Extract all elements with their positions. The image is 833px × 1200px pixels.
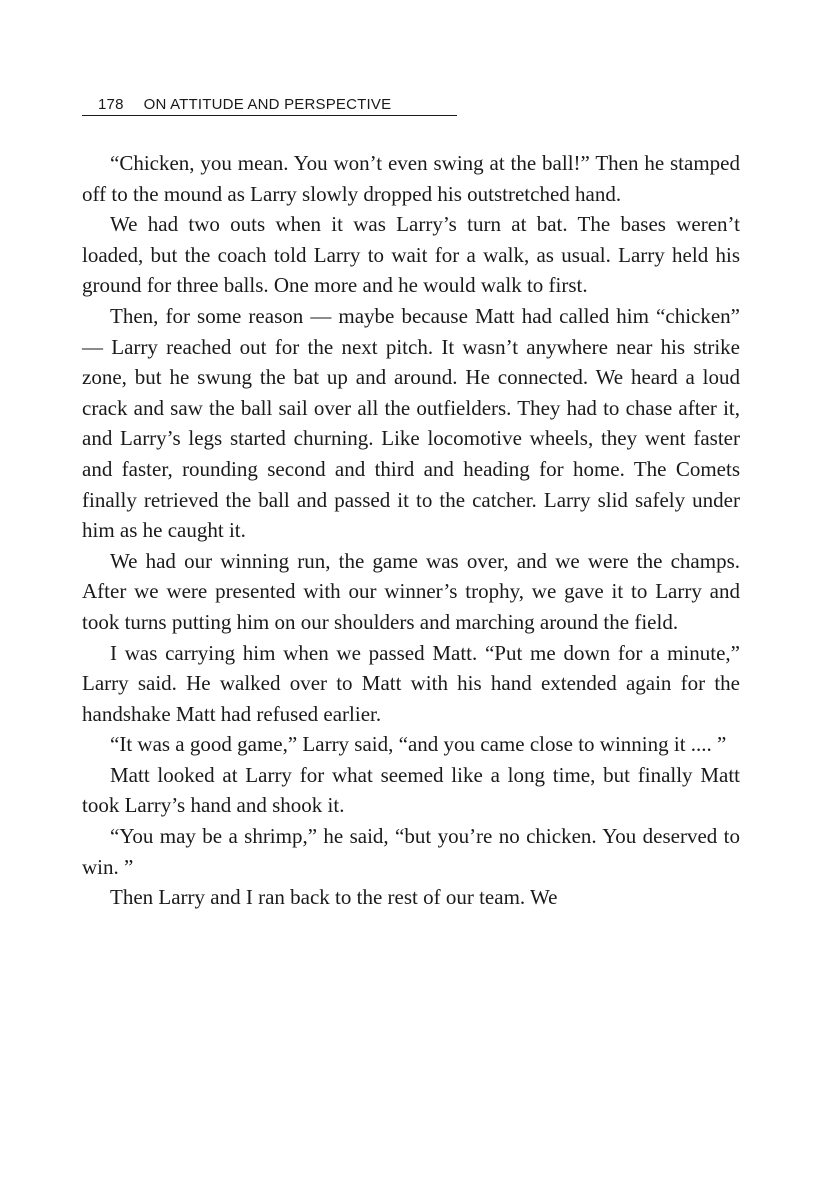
paragraph: Matt looked at Larry for what seemed like a long time, but finally Matt took Larry’s hand and shook it. — [82, 762, 740, 818]
paragraph: Then Larry and I ran back to the rest of our team. We — [110, 885, 558, 910]
paragraph: Then, for some reason — maybe because Matt had called him “chicken” — Larry reached out for the next pitch. It wasn’t anywhere near his strike zone, but he swung the bat up and around. He connected. We heard a loud crack and saw the ball sail over all the outfielders. They had to chase after it, and Larry’s legs started churning. Like locomotive wheels, they went faster and faster, rounding second and third and heading for home. The Comets finally retrieved the ball and passed it to the catcher. Larry slid safely under him as he caught it. — [82, 303, 740, 543]
paragraph: We had our winning run, the game was over, and we were the champs. After we were presented with our winner’s trophy, we gave it to Larry and took turns putting him on our shoulders and marching around the field. — [82, 548, 740, 634]
body-text — [82, 148, 740, 913]
running-title: ON ATTITUDE AND PERSPECTIVE — [143, 96, 392, 113]
paragraph: “You may be a shrimp,” he said, “but you’re no chicken. You deserved to win. ” — [82, 824, 740, 879]
paragraph: We had two outs when it was Larry’s turn at bat. The bases weren’t loaded, but the coach told Larry to wait for a walk, as usual. Larry held his ground for three balls. One more and he would walk to first. — [82, 212, 740, 298]
paragraph: “Chicken, you mean. You won’t even swing at the ball!” Then he stamped off to the mound as Larry slowly dropped his outstretched hand. — [82, 151, 740, 206]
paragraph: I was carrying him when we passed Matt. “Put me down for a minute,” Larry said. He walked over to Matt with his hand extended again for the handshake Matt had refused earlier. — [82, 640, 740, 726]
page-number: 178 — [98, 96, 124, 113]
paragraph: “It was a good game,” Larry said, “and you came close to winning it .... ” — [110, 732, 727, 757]
running-head — [82, 95, 457, 116]
